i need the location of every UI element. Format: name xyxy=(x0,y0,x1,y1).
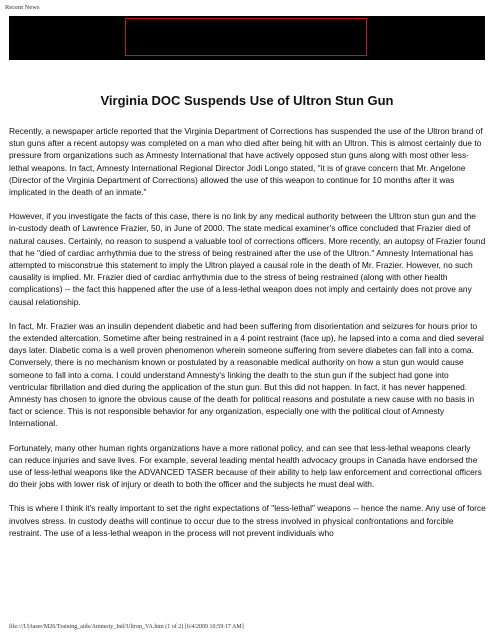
article-paragraph: Recently, a newspaper article reported that the Virginia Department of Corrections has suspended the use of the Ultron brand of stun guns after a recent autopsy was completed on a man who died after being hit with an Ultron. This is almost certainly due to pressure from organizations such as Amnesty International that have actively opposed stun guns along with most other less-lethal weapons. In fact, Amnesty International Regional Director Jodi Longo stated, "it is of grave concern that Mr. Angelone (Director of the Virginia Department of Corrections) allowed the use of this weapon to continue for 10 months after it was implicated in the death of an inmate." xyxy=(9,126,483,198)
article-paragraph: Fortunately, many other human rights organizations have a more rational policy, and can see that less-lethal weapons clearly can reduce injuries and save lives. For example, several leading mental health advocacy groups in Canada have endorsed the use of less-lethal weapons like the ADVANCED TASER because of their ability to help law enforcement and correctional officers do their jobs with lower risk of injury or death to both the officer and the subjects he must deal with. xyxy=(9,442,482,490)
page-header-label: Recent News xyxy=(5,4,40,11)
article-paragraph: However, if you investigate the facts of this case, there is no link by any medical authority between the Ultron stun gun and the in-custody death of Lawrence Frazier, 50, in June of 2000. The state medical examiner's office concluded that Frazier died of natural causes. Certainly, no reason to suspend a valuable tool of corrections officers. More recently, an autopsy of Frazier found that he "died of cardiac arrhythmia due to the stress of being restrained after the use of the Ultron." Amnesty International has attempted to misconstrue this statement to imply the Ultron played a causal role in the death of Mr. Frazier. However, no such causality is implied. Mr. Frazier died of cardiac arrhythmia due to the stress of being restrained (along with other health complications) -- the fact this happened after the use of a less-lethal weapon does not imply and certainly does not prove any causal relationship. xyxy=(9,211,486,307)
article-paragraph: In fact, Mr. Frazier was an insulin dependent diabetic and had been suffering from disorientation and seizures for hours prior to the extended altercation. Sometime after being restrained in a 4 point restraint (face up), he lapsed into a coma and died several days later. Diabetic coma is a well proven phenomenon wherein someone suffering from severe diabetes can fall into a coma. Conversely, there is no mechanism known or postulated by a reasonable medical authority on how a stun gun would cause someone to fall into a coma. I could understand Amnesty's linking the death to the stun gun if the subject had gone into ventricular fibrillation and died during the application of the stun gun. But this did not happen. In fact, it has never happened. Amnesty has chosen to ignore the obvious cause of the death for political reasons and postulate a new cause with no basis in fact or science. This is not responsible behavior for any organization, especially one with the political clout of Amnesty International. xyxy=(9,320,484,429)
banner-image xyxy=(9,16,485,60)
article-title: Virginia DOC Suspends Use of Ultron Stun Gun xyxy=(100,93,394,108)
banner-inner-frame xyxy=(125,18,367,56)
article-paragraph: This is where I think it's really important to set the right expectations of "less-lethal" weapons -- hence the name. Any use of force involves stress. In custody deaths will continue to occur due to the stress involved in physical confrontations and forcible restraint. The use of a less-lethal weapon in the process will not prevent individuals who xyxy=(9,503,486,538)
page-footer-path: file:///U|/taser/M26/Training_aids/Amnesty_Intl/Ultron_VA.htm (1 of 2) [6/4/2009 10:59:17 AM] xyxy=(9,624,244,630)
article-body xyxy=(9,125,486,551)
